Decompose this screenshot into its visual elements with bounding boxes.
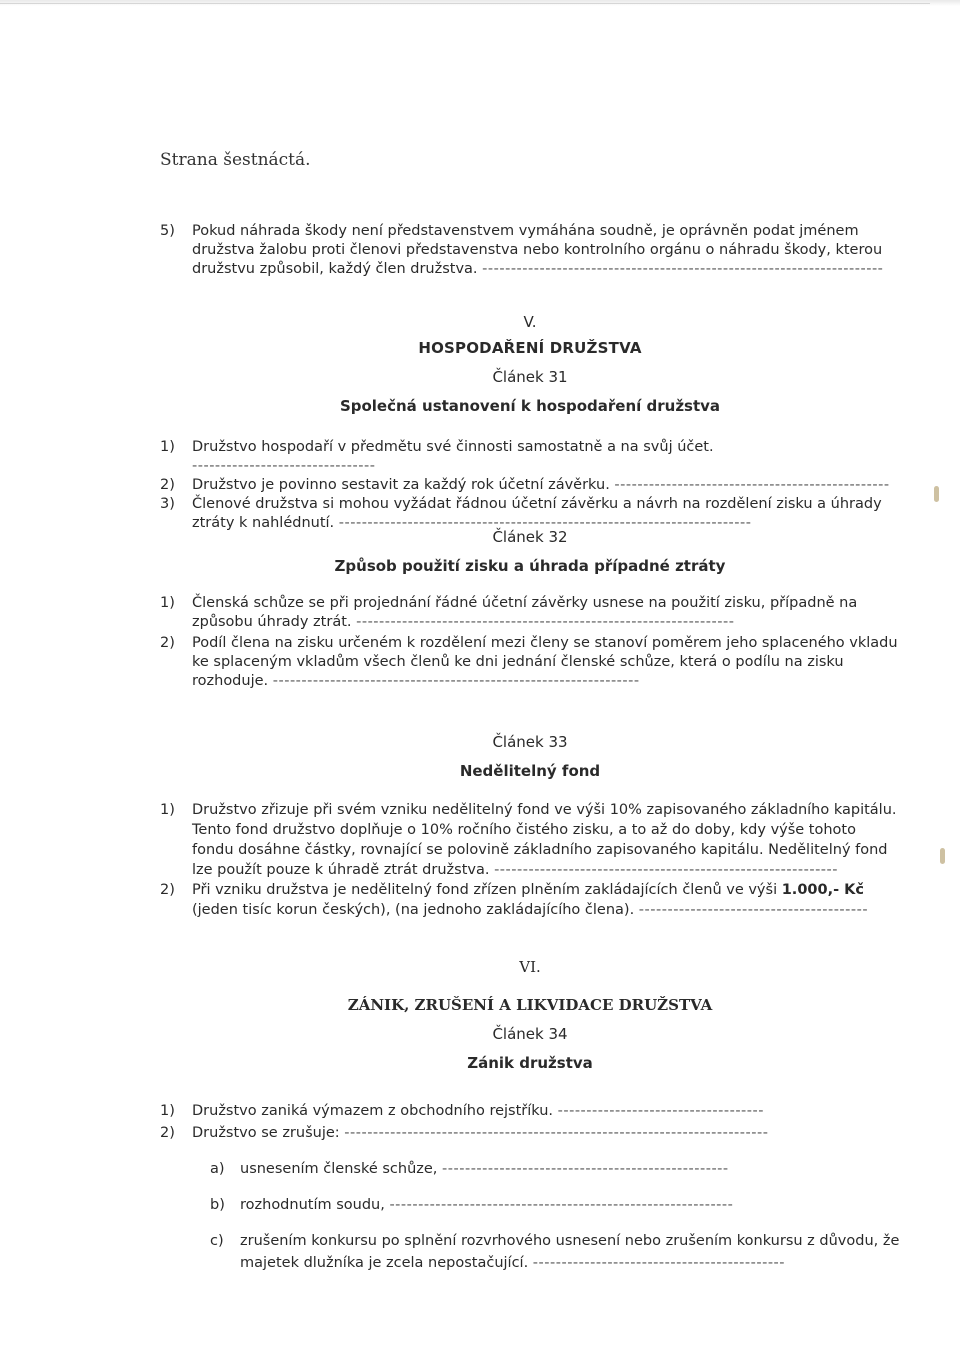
scan-mark <box>934 486 939 502</box>
item-number: 5) <box>160 223 175 239</box>
part-vi-title: ZÁNIK, ZRUŠENÍ A LIKVIDACE DRUŽSTVA <box>347 996 713 1014</box>
dash-filler: ---------------------------------------------------------------- <box>272 673 640 689</box>
article-33-items <box>160 800 900 920</box>
dash-filler: ------------------------------------------------------------------ <box>356 614 735 630</box>
article-33-number: Článek 33 <box>492 733 568 751</box>
page-header: Strana šestnáctá. <box>160 150 311 170</box>
sub-item: b) rozhodnutím soudu, ------------------------------------------------------------ <box>210 1197 734 1213</box>
dash-filler: ---------------------------------------------------------------------- <box>482 261 884 277</box>
article-32-number: Článek 32 <box>492 528 568 546</box>
dash-filler: ------------------------------------------------------------------------ <box>338 515 752 531</box>
list-item: 3) Členové družstva si mohou vyžádat řádnou účetní závěrku a návrh na rozdělení zisku a úhrady ztráty k nahlédnutí. ------------------------------------------------------------------------ <box>160 496 882 531</box>
list-item: 1) Družstvo zaniká výmazem z obchodního rejstříku. ------------------------------------ <box>160 1103 764 1119</box>
dash-filler: ------------------------------------------------------------ <box>389 1197 734 1213</box>
article-34-number: Článek 34 <box>492 1025 568 1043</box>
scan-mark <box>940 848 945 864</box>
list-item: 2) Podíl člena na zisku určeném k rozdělení mezi členy se stanoví poměrem jeho splaceného vkladu ke splaceným vkladům všech členů ke dni jednání členské schůze, která o podílu na zisku rozhoduje. ---------------------------------------------------------------- <box>160 635 898 689</box>
article-34-title: Zánik družstva <box>467 1054 593 1072</box>
paragraph-5 <box>160 222 900 279</box>
article-32-title: Způsob použití zisku a úhrada případné ztráty <box>334 557 726 575</box>
list-item: 1) Družstvo zřizuje při svém vzniku nedělitelný fond ve výši 10% zapisovaného základního kapitálu. Tento fond družstvo doplňuje o 10% ročního čistého zisku, a to až do doby, kdy výše tohoto fondu dosáhne částky, rovnající se polovině základního zapisovaného kapitálu. Nedělitelný fond lze použít pouze k úhradě ztrát družstva. ------------------------------------------------------------ <box>160 802 897 878</box>
dash-filler: -------------------------------------------------- <box>442 1161 729 1177</box>
item-text: Pokud náhrada škody není představenstvem vymáhána soudně, je oprávněn podat jménem družstva žalobu proti členovi představenstva nebo kontrolního orgánu o náhradu škody, kterou družstvu způsobil, každý člen družstva. ---------------------------------------------------------------------- <box>192 223 884 277</box>
part-v-roman: V. <box>523 313 537 331</box>
dash-filler: -------------------------------- <box>192 458 376 474</box>
dash-filler: ---------------------------------------- <box>638 902 869 918</box>
article-31-items <box>160 438 900 533</box>
list-item: 2) Družstvo je povinno sestavit za každý rok účetní závěrku. ------------------------------------------------ <box>160 477 890 493</box>
article-31-number: Článek 31 <box>492 368 568 386</box>
part-v-title: HOSPODAŘENÍ DRUŽSTVA <box>418 339 642 357</box>
list-item: 2) Při vzniku družstva je nedělitelný fond zřízen plněním zakládajících členů ve výši 1.000,- Kč (jeden tisíc korun českých), (na jednoho zakládajícího člena). ---------------------------------------- <box>160 882 869 918</box>
dash-filler: -------------------------------------------------------------------------- <box>344 1125 769 1141</box>
part-vi-roman: VI. <box>519 958 541 976</box>
dash-filler: -------------------------------------------- <box>532 1255 786 1271</box>
article-31-title: Společná ustanovení k hospodaření družstva <box>339 397 721 415</box>
article-33-title: Nedělitelný fond <box>459 762 601 780</box>
list-item: 1) Členská schůze se při projednání řádné účetní závěrky usnese na použití zisku, případně na způsobu úhrady ztrát. ------------------------------------------------------------------ <box>160 595 858 630</box>
article-34-items <box>160 1100 900 1274</box>
list-item: 1) Družstvo hospodaří v předmětu své činnosti samostatně a na svůj účet. -------------------------------- <box>160 439 714 474</box>
scan-line <box>0 3 930 4</box>
amount: 1.000,- Kč <box>781 882 864 898</box>
dash-filler: ------------------------------------ <box>557 1103 764 1119</box>
list-item: 2) Družstvo se zrušuje: -------------------------------------------------------------------------- <box>160 1125 769 1141</box>
sub-item: a) usnesením členské schůze, -------------------------------------------------- <box>210 1161 729 1177</box>
dash-filler: ------------------------------------------------------------ <box>494 862 839 878</box>
sub-item: c) zrušením konkursu po splnění rozvrhového usnesení nebo zrušením konkursu z důvodu, že majetek dlužníka je zcela nepostačující. -------------------------------------------- <box>210 1233 900 1271</box>
article-32-items <box>160 594 900 691</box>
dash-filler: ------------------------------------------------ <box>614 477 890 493</box>
